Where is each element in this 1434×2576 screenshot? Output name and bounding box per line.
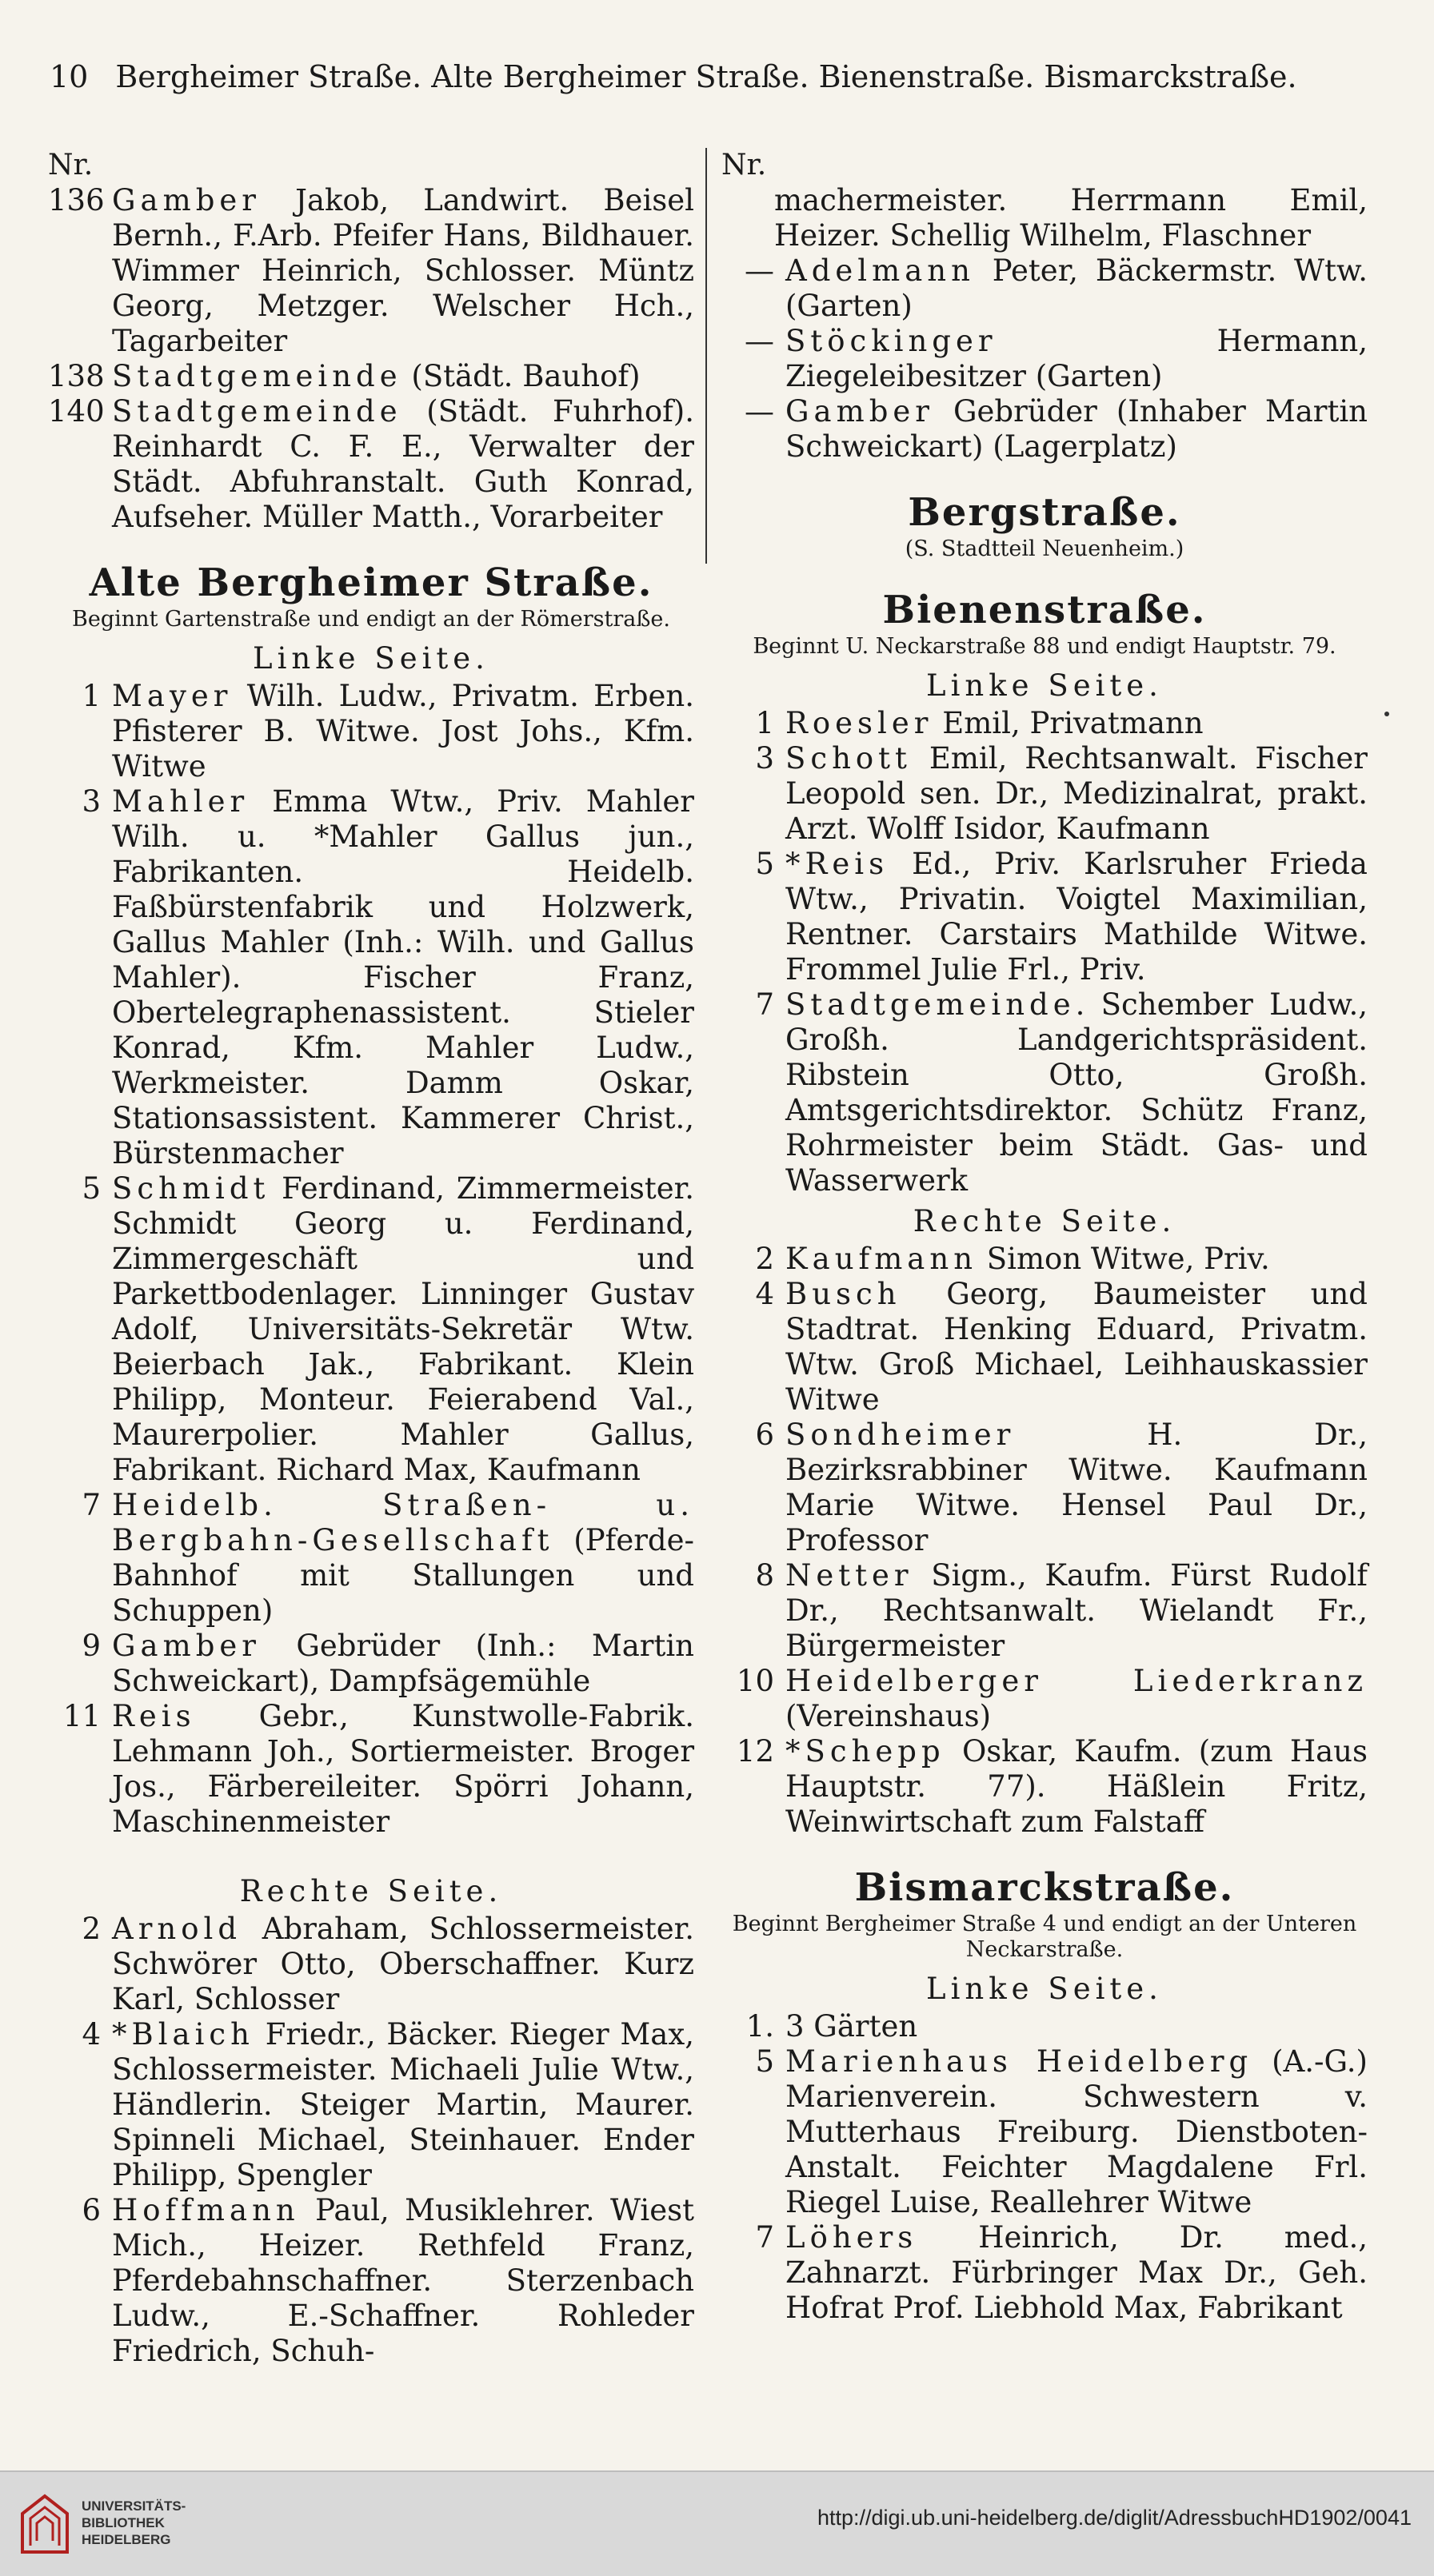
list-item: [48, 1488, 694, 1629]
list-item: [48, 784, 694, 1171]
list-item: [48, 1629, 694, 1699]
entry-text: Friedr., Bäcker. Rieger Max, Schlossermeister. Michaeli Julie Wtw., Händlerin. Steiger Martin, Maurer. Spinneli Michael, Steinhauer. Ender Philipp, Spengler: [112, 2017, 694, 2192]
nr-label: Nr.: [48, 149, 94, 181]
side-label: Rechte Seite.: [239, 1874, 503, 1908]
house-number: 7: [755, 987, 774, 1022]
entry-text: Paul, Musiklehrer. Wiest Mich., Heizer. Rethfeld Franz, Pferdebahnschaffner. Sterzenbach Ludw., E.-Schaffner. Rohleder Friedrich, Schuh-: [112, 2193, 694, 2368]
list-item: [721, 987, 1368, 1198]
library-name-line: UNIVERSITÄTS-: [82, 2498, 186, 2514]
entry-name: *Blaich: [112, 2017, 254, 2052]
footer-bar: [0, 2470, 1434, 2576]
entry-text: Peter, Bäckermstr. Wtw. (Garten): [785, 253, 1368, 323]
entry-name: Reis: [112, 1699, 196, 1733]
entry-name: Sondheimer: [785, 1418, 1016, 1452]
street-heading: Bismarckstraße.: [854, 1865, 1235, 1910]
list-item: [48, 1699, 694, 1840]
entry-text: Oskar, Kaufm. (zum Haus Hauptstr. 77). Häßlein Fritz, Weinwirtschaft zum Falstaff: [785, 1734, 1368, 1839]
entry-name: Adelmann: [785, 253, 975, 288]
entry-name: Heidelb. Straßen- u. Bergbahn-Gesellschaft: [112, 1488, 694, 1557]
page-number: 10: [50, 59, 89, 94]
house-number: 6: [755, 1418, 774, 1452]
house-number: 8: [755, 1558, 774, 1593]
source-url-link[interactable]: http://digi.ub.uni-heidelberg.de/diglit/AdressbuchHD1902/0041: [817, 2506, 1412, 2530]
list-item: [721, 1277, 1368, 1418]
entry-name: Mahler: [112, 784, 250, 819]
list-item: [48, 394, 694, 535]
house-number: —: [745, 253, 774, 288]
list-item: [48, 359, 694, 394]
margin-mark: [1384, 712, 1389, 716]
entry-name: Schott: [785, 741, 912, 776]
entry-name: *Schepp: [785, 1734, 945, 1769]
entry-name: Löhers: [785, 2220, 918, 2255]
street-heading: Alte Bergheimer Straße.: [89, 560, 653, 605]
entry-text: (Städt. Bauhof): [401, 359, 641, 393]
entry-text: Gebr., Kunstwolle-Fabrik. Lehmann Joh., Sortiermeister. Broger Jos., Färbereileiter. Spörri Johann, Maschinenmeister: [112, 1699, 694, 1839]
entry-name: Stadtgemeinde: [112, 359, 402, 393]
list-item: [721, 2220, 1368, 2326]
side-label: Rechte Seite.: [913, 1204, 1176, 1238]
house-number: 7: [755, 2220, 774, 2255]
university-library-logo-icon: [16, 2490, 74, 2558]
entry-text: Hermann, Ziegeleibesitzer (Garten): [785, 324, 1368, 393]
entry-name: Marienhaus Heidelberg: [785, 2044, 1253, 2079]
house-number: —: [745, 324, 774, 358]
library-name-line: BIBLIOTHEK: [82, 2515, 165, 2530]
house-number: 2: [755, 1242, 774, 1276]
entry-name: *Reis: [785, 847, 889, 881]
house-number: 4: [755, 1277, 774, 1311]
house-number: 5: [82, 1171, 101, 1206]
nr-label: Nr.: [721, 149, 767, 181]
street-heading: Bienenstraße.: [882, 588, 1207, 632]
entry-name: Arnold: [112, 1912, 242, 1946]
house-number: 5: [755, 2044, 774, 2079]
side-label: Linke Seite.: [926, 1972, 1163, 2006]
entry-name: Gamber: [112, 183, 261, 217]
entry-text: (Städt. Fuhrhof). Reinhardt C. F. E., Verwalter der Städt. Abfuhranstalt. Guth Konrad, Aufseher. Müller Matth., Vorarbeiter: [112, 394, 694, 534]
entry-name: Stöckinger: [785, 324, 997, 358]
entry-text: (Vereinshaus): [785, 1699, 992, 1733]
side-label: Linke Seite.: [253, 641, 489, 676]
entry-text: Heinrich, Dr. med., Zahnarzt. Fürbringer Max Dr., Geh. Hofrat Prof. Liebhold Max, Fabrikant: [785, 2220, 1368, 2325]
house-number: 4: [82, 2017, 101, 2052]
entry-text: Gebrüder (Inhaber Martin Schweickart) (Lagerplatz): [785, 394, 1368, 464]
house-number: 1.: [745, 2009, 774, 2044]
entry-name: Gamber: [112, 1629, 261, 1663]
house-number: 3: [755, 741, 774, 776]
entry-text: H. Dr., Bezirksrabbiner Witwe. Kaufmann Marie Witwe. Hensel Paul Dr., Professor: [785, 1418, 1368, 1557]
entry-text: Abraham, Schlossermeister. Schwörer Otto, Oberschaffner. Kurz Karl, Schlosser: [112, 1912, 694, 2016]
entry-name: Stadtgemeinde: [785, 987, 1076, 1022]
entry-name: Mayer: [112, 679, 233, 713]
street-route: Beginnt Bergheimer Straße 4 und endigt an der Unteren Neckarstraße.: [732, 1912, 1357, 1962]
entry-text: Gebrüder (Inh.: Martin Schweickart), Dampfsägemühle: [112, 1629, 694, 1698]
entry-text: Georg, Baumeister und Stadtrat. Henking Eduard, Privatm. Wtw. Groß Michael, Leihhauskassier Witwe: [785, 1277, 1368, 1417]
entry-name: Busch: [785, 1277, 901, 1311]
list-item: [48, 1171, 694, 1488]
list-item: [721, 847, 1368, 987]
column-divider: [705, 148, 707, 564]
list-item: [721, 1664, 1368, 1734]
house-number: 6: [82, 2193, 101, 2227]
house-number: 1: [755, 706, 774, 740]
house-number: 11: [62, 1699, 101, 1733]
list-item: [721, 1242, 1368, 1277]
entry-name: Kaufmann: [785, 1242, 978, 1276]
house-number: —: [745, 394, 774, 429]
list-item: [721, 706, 1368, 741]
entry-name: Hoffmann: [112, 2193, 300, 2227]
list-item: [48, 2017, 694, 2193]
entry-text: Sigm., Kaufm. Fürst Rudolf Dr., Rechtsanwalt. Wielandt Fr., Bürgermeister: [785, 1558, 1368, 1663]
list-item: [721, 2044, 1368, 2220]
entry-text: (A.-G.) Marienverein. Schwestern v. Mutterhaus Freiburg. Dienstboten-Anstalt. Feichter Magdalene Frl. Riegel Luise, Reallehrer Witwe: [785, 2044, 1368, 2219]
entry-text: Emil, Rechtsanwalt. Fischer Leopold sen. Dr., Medizinalrat, prakt. Arzt. Wolff Isidor, Kaufmann: [785, 741, 1368, 846]
spacer: [48, 1840, 694, 1868]
left-column: [48, 148, 694, 2369]
list-item: [721, 2009, 1368, 2044]
right-column: [721, 148, 1368, 2326]
list-item: [721, 394, 1368, 465]
entry-text: Ed., Priv. Karlsruher Frieda Wtw., Privatin. Voigtel Maximilian, Rentner. Carstairs Mathilde Witwe. Frommel Julie Frl., Priv.: [785, 847, 1368, 987]
library-name-line: HEIDELBERG: [82, 2532, 171, 2547]
list-item: [721, 1418, 1368, 1558]
house-number: 138: [48, 359, 105, 393]
house-number: 1: [82, 679, 101, 713]
list-item: [721, 1558, 1368, 1664]
entry-name: Heidelberger Liederkranz: [785, 1664, 1368, 1698]
house-number: 3: [82, 784, 101, 819]
house-number: 2: [82, 1912, 101, 1946]
list-item: [48, 183, 694, 359]
house-number: 7: [82, 1488, 101, 1522]
running-title: Bergheimer Straße. Alte Bergheimer Straße. Bienenstraße. Bismarckstraße.: [115, 59, 1297, 94]
entry-name: Schmidt: [112, 1171, 270, 1206]
entry-text: Simon Witwe, Priv.: [977, 1242, 1270, 1276]
running-header: [50, 59, 1377, 94]
entry-text: Ferdinand, Zimmermeister. Schmidt Georg u. Ferdinand, Zimmergeschäft und Parkettbodenlager. Linninger Gustav Adolf, Universitäts-Sekretär Wtw. Beierbach Jak., Fabrikant. Klein Philipp, Monteur. Feierabend Val., Maurerpolier. Mahler Gallus, Fabrikant. Richard Max, Kaufmann: [112, 1171, 694, 1487]
house-number: 12: [736, 1734, 774, 1769]
entry-text: (Pferde-Bahnhof mit Stallungen und Schuppen): [112, 1523, 694, 1628]
entry-text: Jakob, Landwirt. Beisel Bernh., F.Arb. Pfeifer Hans, Bildhauer. Wimmer Heinrich, Schlosser. Müntz Georg, Metzger. Welscher Hch., Tagarbeiter: [112, 183, 694, 358]
entry-name: Gamber: [785, 394, 934, 429]
continued-entry-text: machermeister. Herrmann Emil, Heizer. Schellig Wilhelm, Flaschner: [774, 183, 1368, 253]
list-item: [721, 253, 1368, 324]
house-number: 136: [48, 183, 105, 217]
house-number: 10: [736, 1664, 774, 1698]
entry-text: Emil, Privatmann: [933, 706, 1204, 740]
street-route: Beginnt U. Neckarstraße 88 und endigt Hauptstr. 79.: [753, 634, 1336, 659]
street-route: Beginnt Gartenstraße und endigt an der Römerstraße.: [72, 607, 670, 632]
list-item: [721, 324, 1368, 394]
entry-name: Roesler: [785, 706, 933, 740]
street-route: (S. Stadtteil Neuenheim.): [905, 536, 1184, 561]
list-item: [721, 1734, 1368, 1840]
entry-name: Netter: [785, 1558, 913, 1593]
entry-text: . Schember Ludw., Großh. Landgerichtspräsident. Ribstein Otto, Großh. Amtsgerichtsdirektor. Schütz Franz, Rohrmeister beim Städt. Gas- und Wasserwerk: [785, 987, 1368, 1198]
entry-text: Wilh. Ludw., Privatm. Erben. Pfisterer B. Witwe. Jost Johs., Kfm. Witwe: [112, 679, 694, 784]
entry-text: 3 Gärten: [785, 2009, 918, 2044]
house-number: 5: [755, 847, 774, 881]
house-number: 9: [82, 1629, 101, 1663]
bergheimer-continuation: [48, 183, 694, 535]
entry-name: Stadtgemeinde: [112, 394, 402, 429]
list-item: [721, 741, 1368, 847]
street-heading: Bergstraße.: [908, 490, 1181, 535]
entry-text: Emma Wtw., Priv. Mahler Wilh. u. *Mahler Gallus jun., Fabrikanten. Heidelb. Faßbürstenfabrik und Holzwerk, Gallus Mahler (Inh.: Wilh. und Gallus Mahler). Fischer Franz, Obertelegraphenassistent. Stieler Konrad, Kfm. Mahler Ludw., Werkmeister. Damm Oskar, Stationsassistent. Kammerer Christ., Bürstenmacher: [112, 784, 694, 1170]
house-number: 140: [48, 394, 105, 429]
list-item: [48, 2193, 694, 2369]
list-item: [48, 679, 694, 784]
list-item: [48, 1912, 694, 2017]
side-label: Linke Seite.: [926, 668, 1163, 703]
library-name: [82, 2498, 186, 2548]
